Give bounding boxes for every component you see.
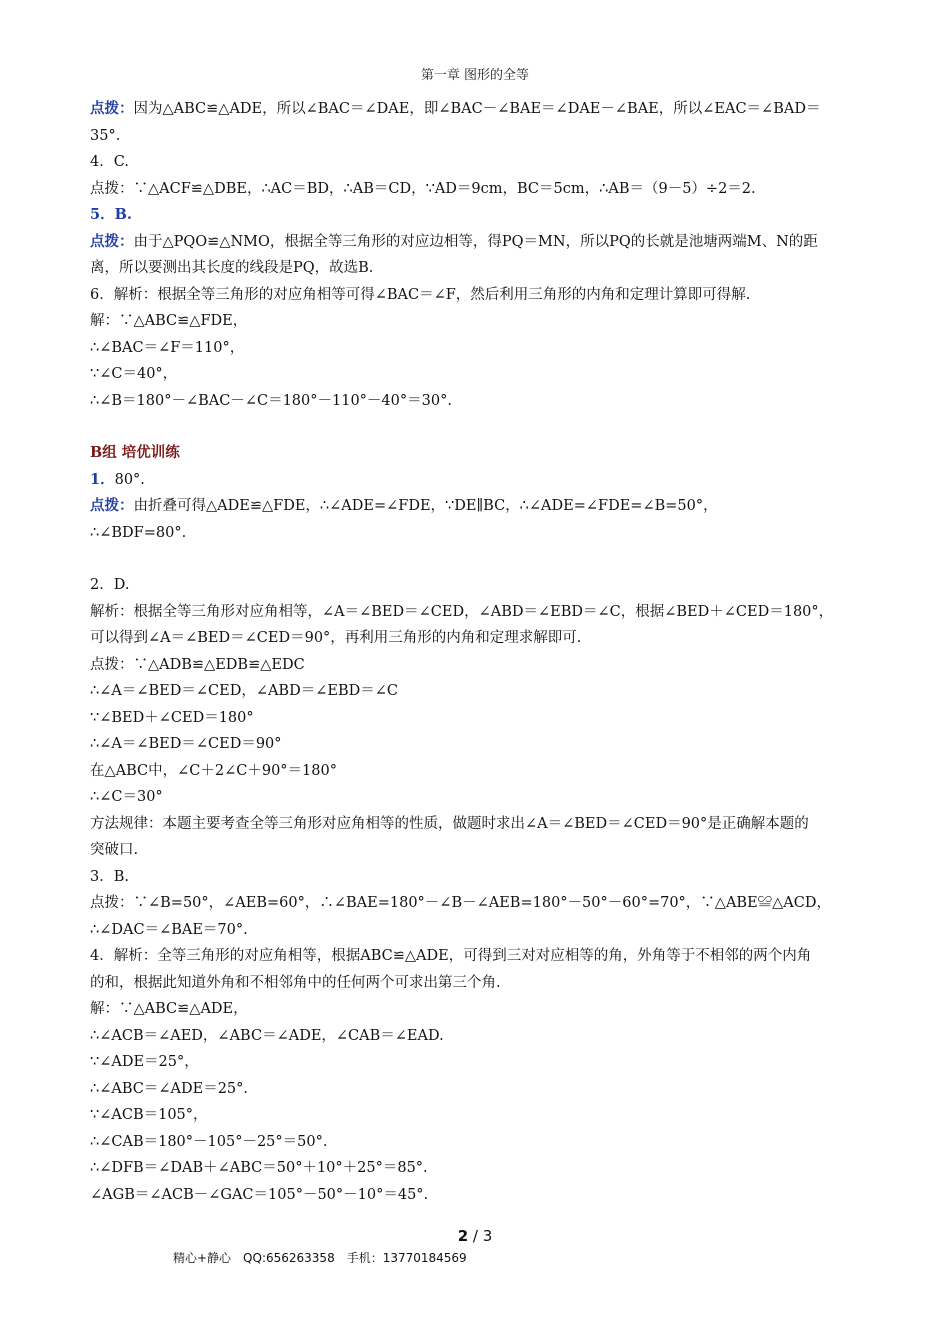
text-line [90, 943, 870, 970]
line-label: 点拨： [90, 232, 134, 250]
text-line [90, 1102, 870, 1129]
text-line [90, 705, 870, 732]
text-line [90, 282, 870, 309]
line-text: ∴∠B＝180°－∠BAC－∠C＝180°－110°－40°＝30°. [90, 392, 452, 409]
text-line [90, 970, 870, 997]
text-line [90, 1129, 870, 1156]
line-label: B组 培优训练 [90, 444, 180, 461]
text-line [90, 917, 870, 944]
line-text: ∵∠ACB＝105°， [90, 1107, 208, 1123]
line-text: 方法规律：本题主要考查全等三角形对应角相等的性质，做题时求出∠A＝∠BED＝∠CED＝90°是正确解本题的 [90, 815, 809, 832]
line-text: ∴∠DFB＝∠DAB＋∠ABC＝50°＋10°＋25°＝85°. [90, 1160, 428, 1176]
text-line [90, 308, 870, 335]
line-text: 4．C. [90, 154, 129, 170]
line-label: 5．B. [90, 206, 132, 223]
line-text: ∴∠C＝30° [90, 789, 163, 805]
line-text: 80°. [114, 471, 145, 488]
line-label: 点拨： [90, 497, 134, 514]
text-line [90, 335, 870, 362]
line-text: ∴∠DAC＝∠BAE＝70°. [90, 921, 248, 938]
line-text: 可以得到∠A＝∠BED＝∠CED＝90°，再利用三角形的内角和定理求解即可. [90, 630, 582, 646]
text-line [90, 493, 870, 520]
text-line [90, 864, 870, 891]
line-text: ∴∠ACB＝∠AED，∠ABC＝∠ADE，∠CAB＝∠EAD. [90, 1027, 444, 1044]
line-text: 解：∵△ABC≌△FDE， [90, 313, 248, 329]
line-text: ∴∠A＝∠BED＝∠CED，∠ABD＝∠EBD＝∠C [90, 683, 398, 699]
line-text: 的和，根据此知道外角和不相邻角中的任何两个可求出第三个角. [90, 974, 501, 991]
text-line [90, 467, 870, 494]
text-line [90, 996, 870, 1023]
line-text: 点拨：∵△ACF≌△DBE，∴AC＝BD，∴AB＝CD，∵AD＝9cm，BC＝5cm，∴AB＝（9－5）÷2＝2. [90, 180, 756, 197]
text-line [90, 572, 870, 599]
line-label: 点拨： [90, 100, 134, 117]
line-text: ∴∠A＝∠BED＝∠CED＝90° [90, 736, 282, 752]
text-line [90, 599, 870, 626]
text-line [90, 811, 870, 838]
line-text: 4．解析：全等三角形的对应角相等，根据ABC≌△ADE，可得到三对对应相等的角，外角等于不相邻的两个内角 [90, 948, 812, 964]
document-body [90, 96, 870, 1208]
page-total: 3 [482, 1227, 493, 1245]
line-text: ∵∠BED＋∠CED＝180° [90, 709, 254, 726]
text-line [90, 96, 870, 123]
line-gap [90, 414, 870, 440]
line-text: 在△ABC中，∠C＋2∠C＋90°＝180° [90, 762, 337, 779]
line-gap [90, 546, 870, 572]
line-text: 由于△PQO≌△NMO，根据全等三角形的对应边相等，得PQ＝MN，所以PQ的长就是池塘两端M、N的距 [133, 233, 818, 250]
text-line [90, 625, 870, 652]
line-text: 点拨：∵∠B=50°，∠AEB=60°，∴∠BAE=180°－∠B－∠AEB=180°－50°－60°=70°，∵△ABE≌△ACD， [90, 895, 831, 911]
line-text: ∠AGB＝∠ACB－∠GAC＝105°－50°－10°＝45°. [90, 1186, 429, 1203]
text-line [90, 1076, 870, 1103]
text-line [90, 837, 870, 864]
page-header: 第一章 图形的全等 [420, 68, 530, 83]
line-text: 2．D. [90, 577, 130, 593]
text-line [90, 731, 870, 758]
line-text: 由折叠可得△ADE≌△FDE，∴∠ADE=∠FDE，∵DE∥BC，∴∠ADE=∠FDE=∠B=50°， [133, 498, 718, 514]
line-text: 突破口. [90, 842, 139, 858]
line-text: 离，所以要测出其长度的线段是PQ，故选B. [90, 260, 374, 276]
text-line [90, 758, 870, 785]
text-line [90, 176, 870, 203]
text-line [90, 678, 870, 705]
line-text: ∵∠C＝40°， [90, 366, 178, 382]
line-text: 解析：根据全等三角形对应角相等，∠A＝∠BED＝∠CED，∠ABD＝∠EBD＝∠C，根据∠BED＋∠CED＝180°， [90, 603, 834, 620]
text-line [90, 440, 870, 467]
line-text: ∴∠BDF=80°. [90, 524, 187, 541]
line-text: ∴∠ABC＝∠ADE＝25°. [90, 1080, 249, 1097]
text-line [90, 361, 870, 388]
text-line [90, 784, 870, 811]
line-text: ∴∠CAB＝180°－105°－25°＝50°. [90, 1133, 328, 1150]
line-text: 点拨：∵△ADB≌△EDB≌△EDC [90, 656, 305, 673]
text-line [90, 1155, 870, 1182]
text-line [90, 255, 870, 282]
footer-contact: 精心+静心 QQ:656263358 手机：13770184569 [173, 1251, 467, 1265]
line-label: 1． [90, 470, 115, 488]
page-number [0, 1227, 950, 1245]
text-line [90, 388, 870, 415]
text-line [90, 1049, 870, 1076]
line-text: 6．解析：根据全等三角形的对应角相等可得∠BAC＝∠F，然后利用三角形的内角和定理计算即可得解. [90, 286, 751, 303]
line-text: ∵∠ADE＝25°， [90, 1054, 199, 1070]
text-line [90, 1023, 870, 1050]
text-line [90, 520, 870, 547]
page-separator: / [468, 1227, 483, 1245]
line-text: 解：∵△ABC≌△ADE， [90, 1001, 248, 1017]
text-line [90, 890, 870, 917]
text-line [90, 229, 870, 256]
text-line [90, 202, 870, 229]
text-line [90, 149, 870, 176]
line-text: ∴∠BAC＝∠F＝110°， [90, 339, 245, 356]
text-line [90, 123, 870, 150]
text-line [90, 1182, 870, 1209]
line-text: 3．B. [90, 868, 129, 885]
line-text: 因为△ABC≌△ADE，所以∠BAC＝∠DAE，即∠BAC－∠BAE＝∠DAE－∠BAE，所以∠EAC＝∠BAD＝ [133, 101, 821, 117]
text-line [90, 652, 870, 679]
line-text: 35°. [90, 127, 121, 144]
page-current: 2 [457, 1227, 469, 1245]
